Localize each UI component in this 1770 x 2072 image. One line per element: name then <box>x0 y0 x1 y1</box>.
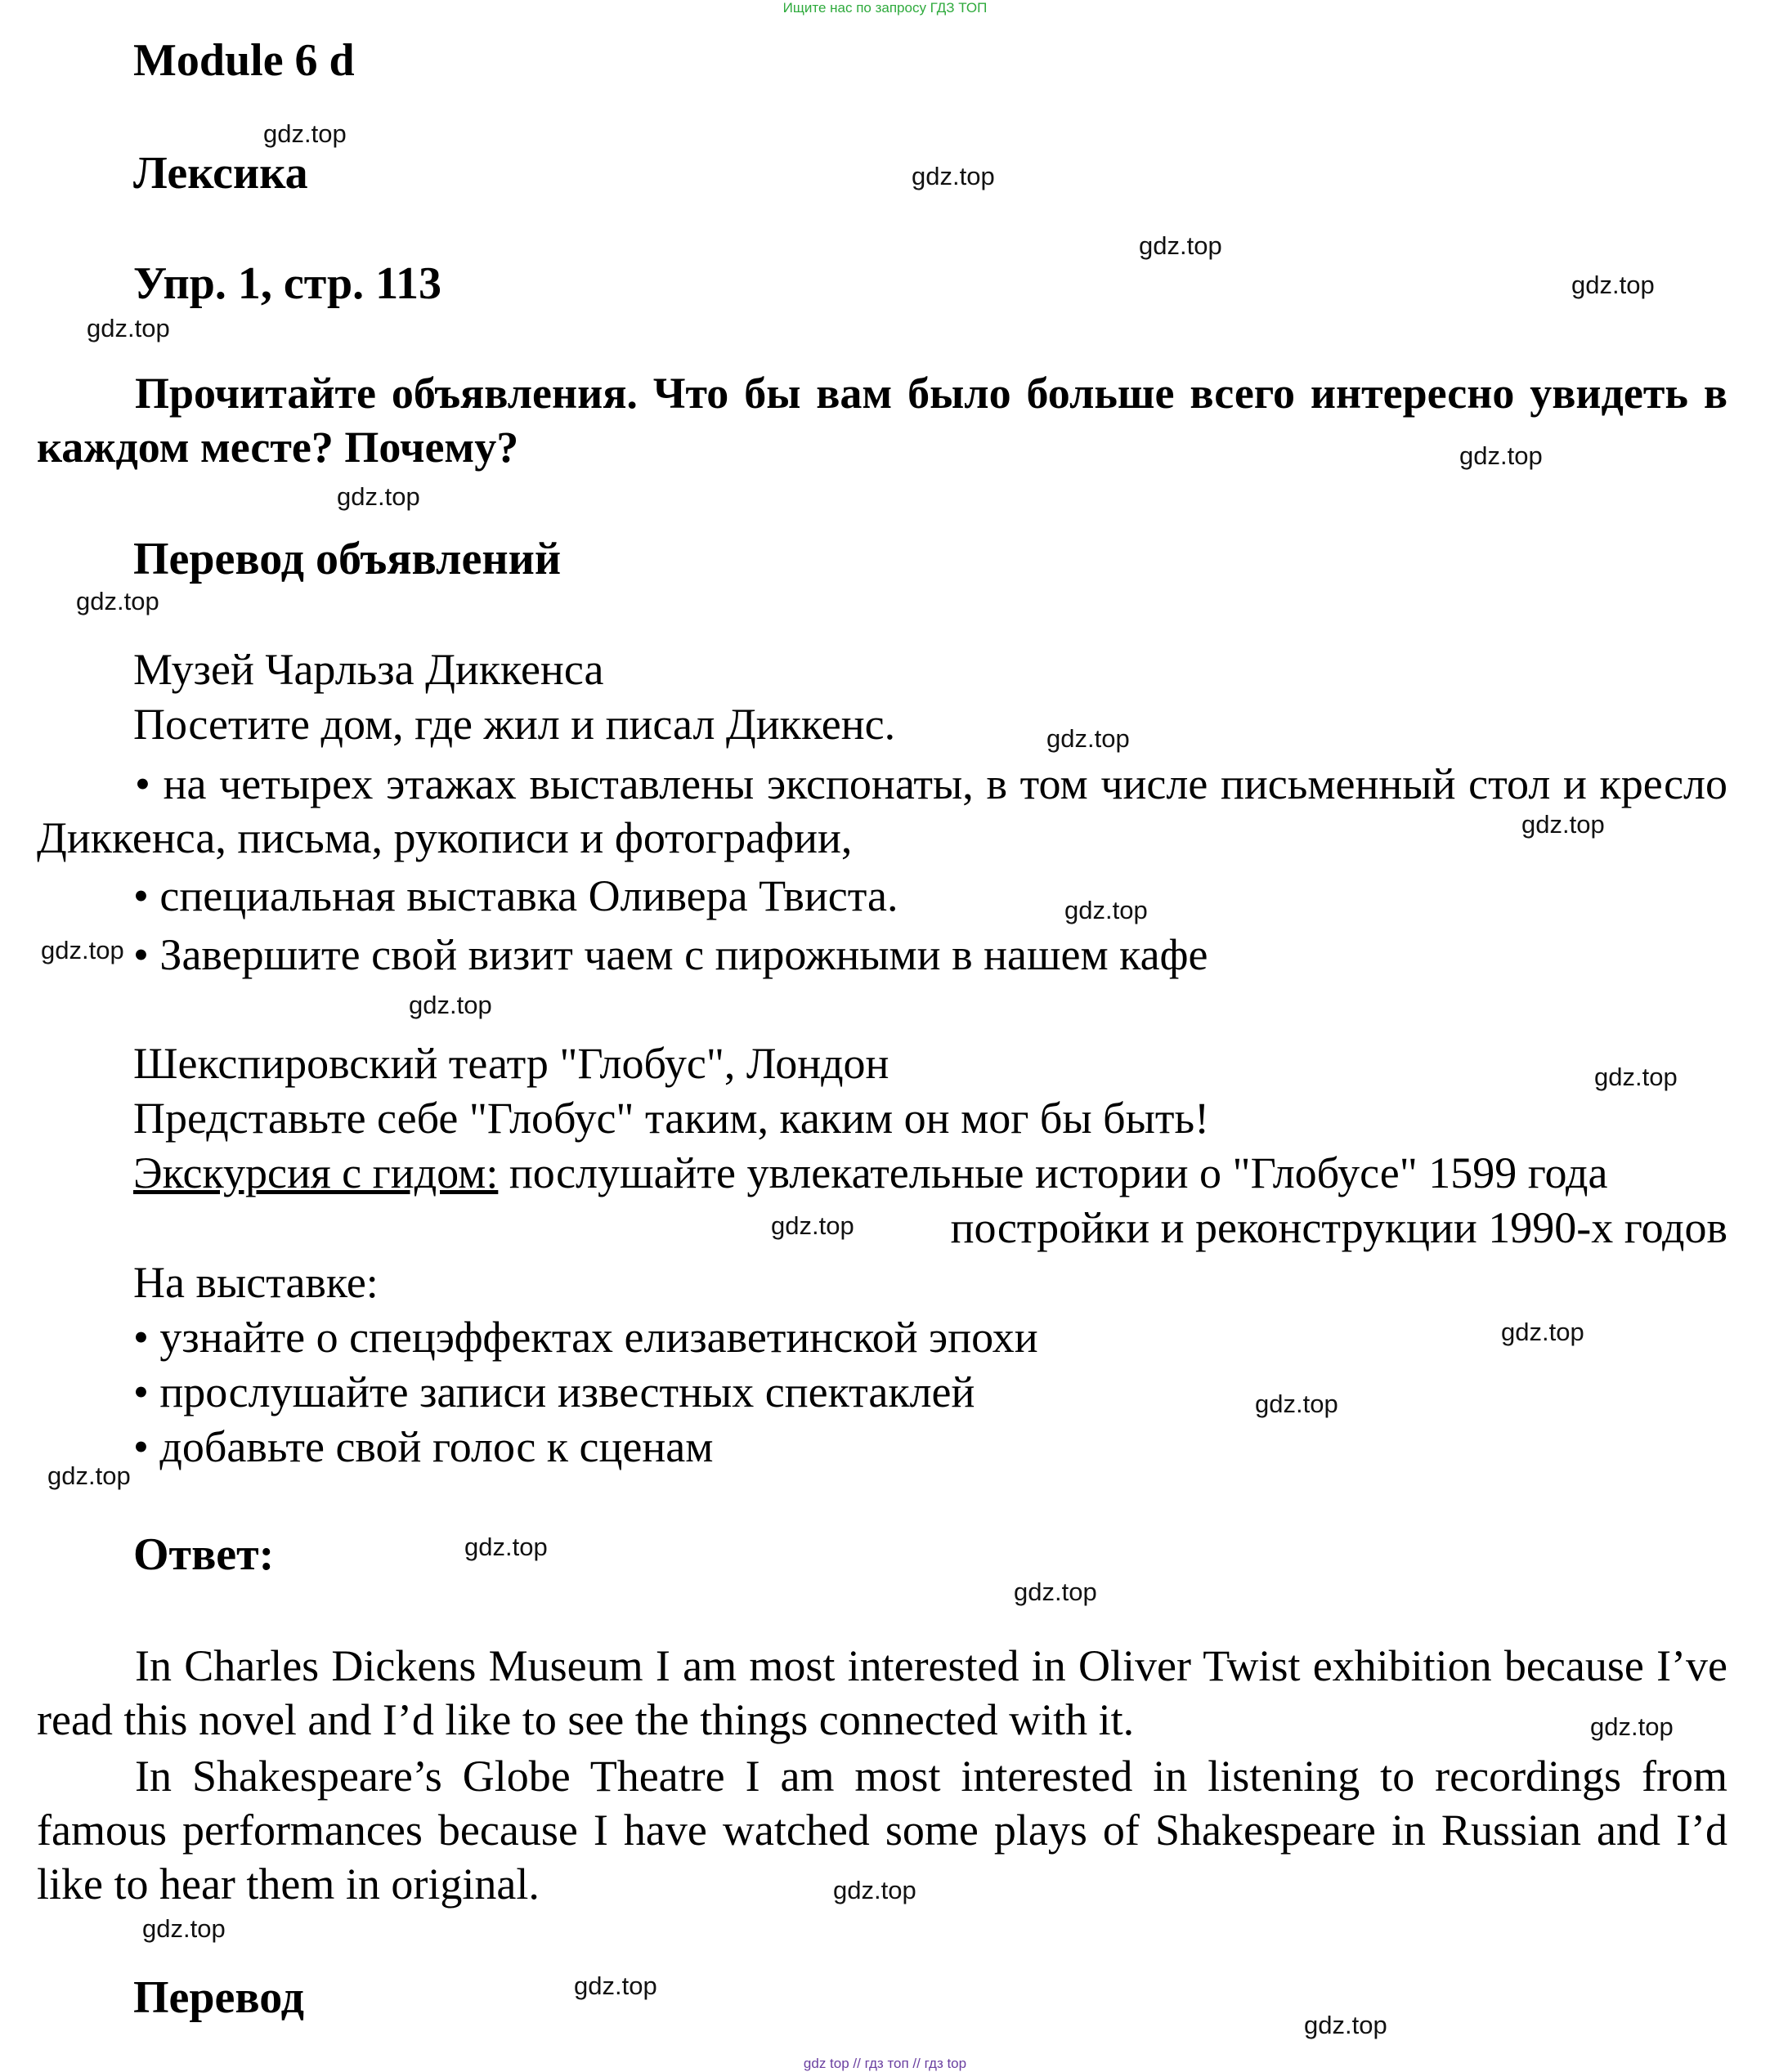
dickens-bullet1: • на четырех этажах выставлены экспонаты, в том числе письменный стол и кресло Диккенса, письма, рукописи и фотографии, <box>37 759 1727 862</box>
globe-tour-line <box>133 1148 1607 1198</box>
watermark: gdz.top <box>87 314 170 342</box>
dickens-line1: Посетите дом, где жил и писал Диккенс. <box>133 700 896 749</box>
tour-text: послушайте увлекательные истории о "Глобусе" 1599 года <box>509 1148 1608 1197</box>
task-text: Прочитайте объявления. Что бы вам было больше всего интересно увидеть в каждом месте? Почему? <box>37 369 1727 472</box>
watermark: gdz.top <box>464 1533 548 1561</box>
watermark: gdz.top <box>1255 1390 1338 1418</box>
globe-exhibition: На выставке: <box>133 1258 379 1307</box>
watermark: gdz.top <box>76 587 159 615</box>
watermark: gdz.top <box>1571 271 1655 299</box>
watermark: gdz.top <box>1064 896 1148 924</box>
top-banner[interactable]: Ищите нас по запросу ГДЗ ТОП <box>782 0 988 16</box>
lexis-heading: Лексика <box>133 148 308 199</box>
watermark: gdz.top <box>47 1461 131 1490</box>
watermark: gdz.top <box>263 119 347 148</box>
globe-bullet3: • добавьте свой голос к сценам <box>133 1422 714 1471</box>
translation-ads-heading: Перевод объявлений <box>133 534 562 584</box>
watermark: gdz.top <box>337 482 420 511</box>
globe-line1: Представьте себе "Глобус" таким, каким он мог бы быть! <box>133 1094 1210 1143</box>
watermark: gdz.top <box>574 1971 657 2000</box>
watermark: gdz.top <box>1521 810 1605 839</box>
watermark: gdz.top <box>1139 231 1222 260</box>
watermark: gdz.top <box>1459 441 1543 470</box>
watermark: gdz.top <box>1014 1577 1097 1606</box>
watermark: gdz.top <box>771 1211 854 1240</box>
watermark: gdz.top <box>1594 1063 1678 1091</box>
watermark: gdz.top <box>409 991 492 1019</box>
watermark: gdz.top <box>142 1914 226 1943</box>
globe-bullet2: • прослушайте записи известных спектаклей <box>133 1367 975 1416</box>
answer-paragraph-1: In Charles Dickens Museum I am most interested in Oliver Twist exhibition because I’ve read this novel and I’d like to see the things connected with it. <box>37 1641 1727 1744</box>
exercise-heading: Упр. 1, стр. 113 <box>133 258 442 309</box>
module-heading: Module 6 d <box>133 35 355 86</box>
dickens-title: Музей Чарльза Диккенса <box>133 645 604 694</box>
globe-bullet1: • узнайте о спецэффектах елизаветинской эпохи <box>133 1313 1038 1362</box>
dickens-bullet2: • специальная выставка Оливера Твиста. <box>133 871 898 920</box>
watermark: gdz.top <box>1304 2011 1387 2039</box>
watermark: gdz.top <box>1590 1712 1674 1741</box>
tour-label: Экскурсия с гидом: <box>133 1148 499 1197</box>
globe-tour-line2: постройки и реконструкции 1990-х годов <box>950 1203 1727 1252</box>
answer-paragraph-2: In Shakespeare’s Globe Theatre I am most interested in listening to recordings from famous performances because I have watched some plays of Shakespeare in Russian and I’d like to hear them in original. <box>37 1752 1727 1909</box>
watermark: gdz.top <box>912 162 995 190</box>
translation-heading: Перевод <box>133 1972 304 2023</box>
dickens-bullet3: • Завершите свой визит чаем с пирожными в нашем кафе <box>133 930 1208 979</box>
watermark: gdz.top <box>833 1876 916 1904</box>
globe-title: Шекспировский театр "Глобус", Лондон <box>133 1039 889 1088</box>
answer-heading: Ответ: <box>133 1529 275 1580</box>
watermark: gdz.top <box>1046 724 1130 753</box>
watermark: gdz.top <box>1501 1318 1584 1346</box>
bottom-banner[interactable]: gdz top // гдз топ // гдз top <box>803 2056 967 2071</box>
watermark: gdz.top <box>41 936 124 964</box>
